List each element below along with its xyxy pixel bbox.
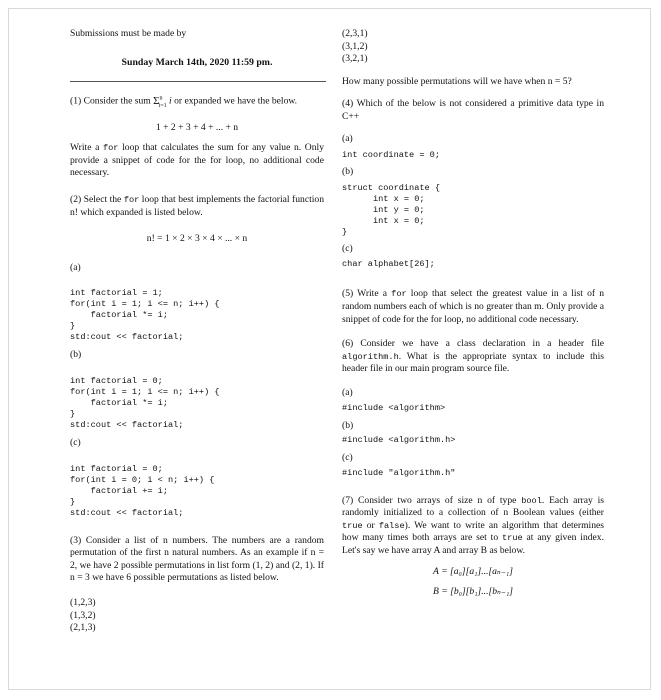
q1-body xyxy=(70,142,324,180)
q2-option-a-label: (a) xyxy=(70,261,81,273)
q7-text-e: at any given index. Let's say we have array A and array B as below. xyxy=(342,532,604,557)
q6-text xyxy=(342,338,604,376)
q1-sum xyxy=(153,94,167,110)
deadline: Sunday March 14th, 2020 11:59 pm. xyxy=(121,56,273,68)
q2-for-keyword: for xyxy=(123,195,140,205)
left-column xyxy=(70,24,324,635)
q7-bool-keyword: bool xyxy=(521,495,542,506)
permutation: (3,1,2) xyxy=(342,40,368,52)
permutation: (3,2,1) xyxy=(342,53,368,65)
q7-text-c: or xyxy=(362,519,379,531)
permutation: (2,3,1) xyxy=(342,28,368,39)
q1-sum-symbol: Σ xyxy=(153,94,160,107)
q1-intro-text-a: (1) Consider the sum xyxy=(70,95,154,107)
q6-option-b-code: #include <algorithm.h> xyxy=(342,435,456,446)
q3-text: (3) Consider a list of n numbers. The numbers are a random permutation of the first n natural numbers. As an example if n = 2, we have 2 possible permutations in list form (1, 2) and (2, 1). If n = 3 we have 6 possible permutations as listed below. xyxy=(70,534,324,584)
q6-filename: algorithm.h xyxy=(342,351,399,362)
q2-option-b-label: (b) xyxy=(70,349,82,361)
q3-question: How many possible permutations will we have when n = 5? xyxy=(342,75,572,87)
q1-intro-text-b: or expanded we have the below. xyxy=(171,95,298,107)
q3-permutations-left xyxy=(70,597,324,635)
q5-text-b: loop that select the greatest value in a list of n random numbers each of which is no greater than m. Only provide a snippet of code for the for loop, no additional code necessary. xyxy=(342,288,605,325)
q2-intro-a: (2) Select the xyxy=(70,194,124,205)
permutation: (2,1,3) xyxy=(70,622,96,634)
q3-permutations-right xyxy=(342,28,604,66)
q6-text-a: (6) Consider we have a class declaration in a header file xyxy=(342,338,604,350)
q6-option-a-code: #include <algorithm> xyxy=(342,402,446,413)
q4-option-a-label: (a) xyxy=(342,132,353,144)
q1-sum-top: n xyxy=(159,95,163,102)
q7-text xyxy=(342,495,604,558)
q1-sum-bottom: i=1 xyxy=(158,103,167,110)
q2-option-c-code: int factorial = 0; for(int i = 0; i < n; i++) { factorial += i; } std:cout << factorial; xyxy=(70,463,215,518)
q2-intro xyxy=(70,194,324,219)
q5-text-a: (5) Write a xyxy=(342,288,392,300)
q5-text xyxy=(342,288,604,326)
header-divider xyxy=(70,81,326,82)
q7-array-b: B = [b₀][b₁]...[bₙ₋₁] xyxy=(432,586,514,598)
q1-formula: 1 + 2 + 3 + 4 + ... + n xyxy=(155,121,239,133)
q2-intro-b: loop that best implements the factorial function n! which expanded is listed below. xyxy=(70,194,324,218)
q5-for-keyword: for xyxy=(391,289,407,300)
q4-option-b-label: (b) xyxy=(342,166,354,178)
submission-notice: Submissions must be made by xyxy=(70,28,187,39)
q4-option-c-code: char alphabet[26]; xyxy=(342,259,435,270)
q2-option-a-code: int factorial = 1; for(int i = 1; i <= n; i++) { factorial *= i; } std:cout << factorial; xyxy=(70,288,220,343)
right-column xyxy=(342,28,604,599)
q7-false-keyword: false xyxy=(378,520,405,531)
q7-text-a: (7) Consider two arrays of size n of type xyxy=(342,494,522,506)
q4-option-c-label: (c) xyxy=(342,242,353,254)
q6-option-b-label: (b) xyxy=(342,419,354,431)
q6-option-c-code: #include "algorithm.h" xyxy=(342,467,456,478)
q7-text-b: . Each array is randomly initialized to a collection of n Boolean values (either xyxy=(342,494,604,519)
q2-formula: n! = 1 × 2 × 3 × 4 × ... × n xyxy=(146,233,248,245)
q1-body-a: Write a xyxy=(70,142,103,154)
q4-text: (4) Which of the below is not considered a primitive data type in C++ xyxy=(342,98,604,122)
q4-option-a-code: int coordinate = 0; xyxy=(342,150,440,161)
q1-sum-var: i xyxy=(169,95,172,107)
q7-true-keyword: true xyxy=(342,520,363,531)
q7-array-a: A = [a₀][a₁]...[aₙ₋₁] xyxy=(433,565,513,577)
permutation: (1,3,2) xyxy=(70,609,96,621)
q6-text-b: . What is the appropriate syntax to include this header file in our main program source file. xyxy=(342,350,604,375)
q1-intro xyxy=(70,92,324,112)
q2-option-b-code: int factorial = 0; for(int i = 1; i <= n; i++) { factorial *= i; } std:cout << factorial; xyxy=(70,375,220,430)
q1-for-keyword: for xyxy=(102,143,119,154)
q2-option-c-label: (c) xyxy=(70,436,81,448)
permutation: (1,2,3) xyxy=(70,596,96,608)
q7-true-keyword-2: true xyxy=(502,533,523,544)
q6-option-c-label: (c) xyxy=(342,452,353,464)
q4-option-b-code: struct coordinate { int x = 0; int y = 0; int x = 0; } xyxy=(342,182,440,237)
q6-option-a-label: (a) xyxy=(342,386,353,398)
q7-text-d: ). We want to write an algorithm that determines how many times both arrays are set to xyxy=(342,519,604,544)
q1-body-b: loop that calculates the sum for any value n. Only provide a snippet of code for the for loop, no additional code necessary. xyxy=(70,142,324,179)
